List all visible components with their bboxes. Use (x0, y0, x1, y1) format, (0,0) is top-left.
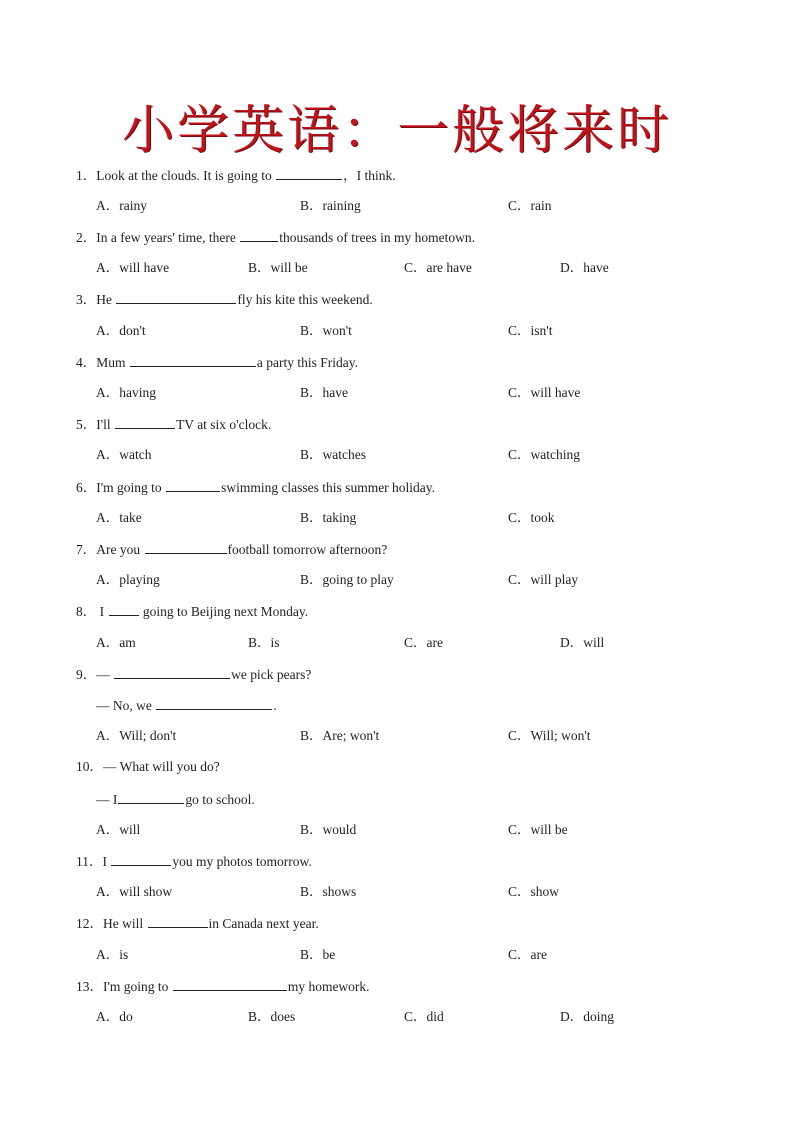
question-number: 3． (76, 292, 97, 307)
option-b[interactable]: B．would (300, 822, 357, 837)
question-text-pre: I (96, 604, 108, 619)
option-d[interactable]: D．have (560, 260, 609, 275)
question-number: 8． (76, 604, 97, 619)
option-b[interactable]: B．raining (300, 198, 361, 213)
option-a[interactable]: A．will show (96, 884, 173, 899)
answer-blank[interactable] (130, 353, 256, 367)
option-b[interactable]: B．won't (300, 323, 352, 338)
answer-blank[interactable] (145, 540, 227, 554)
option-c[interactable]: C．watching (508, 447, 580, 462)
question-number: 13． (76, 979, 103, 994)
question-10-reply (96, 790, 255, 809)
question-number: 12． (76, 916, 103, 931)
question-text-post: thousands of trees in my hometown. (279, 230, 475, 245)
question-text-pre: Look at the clouds. It is going to (96, 168, 276, 183)
option-b[interactable]: B．does (248, 1009, 296, 1024)
option-a[interactable]: A．am (96, 635, 136, 650)
option-b[interactable]: B．going to play (300, 572, 394, 587)
option-a[interactable]: A．having (96, 385, 156, 400)
question-text-post: fly his kite this weekend. (237, 292, 373, 307)
reply-text-post: go to school. (185, 792, 255, 807)
question-text-pre: Are you (96, 542, 144, 557)
option-a[interactable]: A．take (96, 510, 142, 525)
question-text-post: TV at six o'clock. (176, 417, 272, 432)
answer-blank[interactable] (114, 665, 230, 679)
question-text-pre: — What will you do? (103, 759, 220, 774)
page-title: 小学英语：一般将来时 (121, 101, 672, 161)
option-a[interactable]: A．don't (96, 323, 146, 338)
option-c[interactable]: C．isn't (508, 323, 553, 338)
question-2 (76, 228, 475, 247)
reply-text-post: . (273, 698, 277, 713)
question-text-post: swimming classes this summer holiday. (221, 480, 436, 495)
option-a[interactable]: A．is (96, 947, 129, 962)
option-b[interactable]: B．shows (300, 884, 357, 899)
question-text-pre: Mum (96, 355, 129, 370)
question-7 (76, 540, 387, 559)
question-10 (76, 758, 220, 776)
question-text-pre: I'm going to (103, 979, 172, 994)
question-text-pre: I'll (96, 417, 115, 432)
option-c[interactable]: C．are (404, 635, 443, 650)
option-b[interactable]: B．have (300, 385, 348, 400)
question-number: 9． (76, 667, 97, 682)
answer-blank[interactable] (240, 228, 278, 242)
option-a[interactable]: A．will have (96, 260, 170, 275)
question-12 (76, 914, 319, 933)
answer-blank[interactable] (109, 602, 139, 616)
answer-blank[interactable] (148, 914, 208, 928)
question-text-post: going to Beijing next Monday. (139, 604, 309, 619)
answer-blank[interactable] (111, 852, 171, 866)
question-text-post: football tomorrow afternoon? (227, 542, 388, 557)
question-text-post: my homework. (287, 979, 370, 994)
question-9-reply (96, 696, 277, 715)
option-c[interactable]: C．will play (508, 572, 579, 587)
option-b[interactable]: B．watches (300, 447, 366, 462)
reply-text-pre: — I (96, 792, 118, 807)
option-a[interactable]: A．will (96, 822, 141, 837)
option-b[interactable]: B．taking (300, 510, 357, 525)
question-number: 7． (76, 542, 97, 557)
question-text-pre: He will (103, 916, 147, 931)
question-number: 2． (76, 230, 97, 245)
question-text-post: you my photos tomorrow. (172, 854, 312, 869)
answer-blank[interactable] (156, 696, 272, 710)
question-text-pre: In a few years' time, there (96, 230, 240, 245)
question-text-pre: I'm going to (96, 480, 166, 495)
option-c[interactable]: C．will be (508, 822, 568, 837)
option-a[interactable]: A．playing (96, 572, 160, 587)
option-c[interactable]: C．are (508, 947, 547, 962)
answer-blank[interactable] (115, 415, 175, 429)
question-number: 11． (76, 854, 103, 869)
answer-blank[interactable] (276, 166, 342, 180)
option-c[interactable]: C．will have (508, 385, 581, 400)
question-3 (76, 290, 373, 309)
option-d[interactable]: D．will (560, 635, 605, 650)
question-9 (76, 665, 311, 684)
question-text-post: we pick pears? (231, 667, 312, 682)
question-8 (76, 602, 308, 621)
option-c[interactable]: C．show (508, 884, 560, 899)
option-b[interactable]: B．Are; won't (300, 728, 380, 743)
option-b[interactable]: B．will be (248, 260, 308, 275)
answer-blank[interactable] (116, 290, 236, 304)
option-a[interactable]: A．watch (96, 447, 152, 462)
answer-blank[interactable] (173, 977, 287, 991)
answer-blank[interactable] (166, 478, 220, 492)
option-d[interactable]: D．doing (560, 1009, 614, 1024)
question-number: 5． (76, 417, 97, 432)
question-text-post: a party this Friday. (256, 355, 358, 370)
question-text-post: in Canada next year. (208, 916, 319, 931)
question-text-post: ，I think. (343, 168, 396, 183)
option-b[interactable]: B．be (300, 947, 336, 962)
question-text-pre: He (96, 292, 116, 307)
question-5 (76, 415, 271, 434)
option-c[interactable]: C．took (508, 510, 555, 525)
option-a[interactable]: A．rainy (96, 198, 147, 213)
question-text-pre: — (96, 667, 114, 682)
question-1 (76, 166, 396, 185)
option-b[interactable]: B．is (248, 635, 280, 650)
question-number: 10． (76, 759, 103, 774)
reply-text-pre: — No, we (96, 698, 156, 713)
question-text-pre: I (102, 854, 111, 869)
option-c[interactable]: C．did (404, 1009, 444, 1024)
option-c[interactable]: C．rain (508, 198, 552, 213)
answer-blank[interactable] (118, 790, 184, 804)
option-c[interactable]: C．are have (404, 260, 472, 275)
question-6 (76, 478, 435, 497)
question-4 (76, 353, 358, 372)
question-13 (76, 977, 370, 996)
question-11 (76, 852, 312, 871)
question-number: 4． (76, 355, 97, 370)
question-number: 6． (76, 480, 97, 495)
option-a[interactable]: A．do (96, 1009, 133, 1024)
option-a[interactable]: A．Will; don't (96, 728, 177, 743)
question-number: 1． (76, 168, 97, 183)
option-c[interactable]: C．Will; won't (508, 728, 591, 743)
